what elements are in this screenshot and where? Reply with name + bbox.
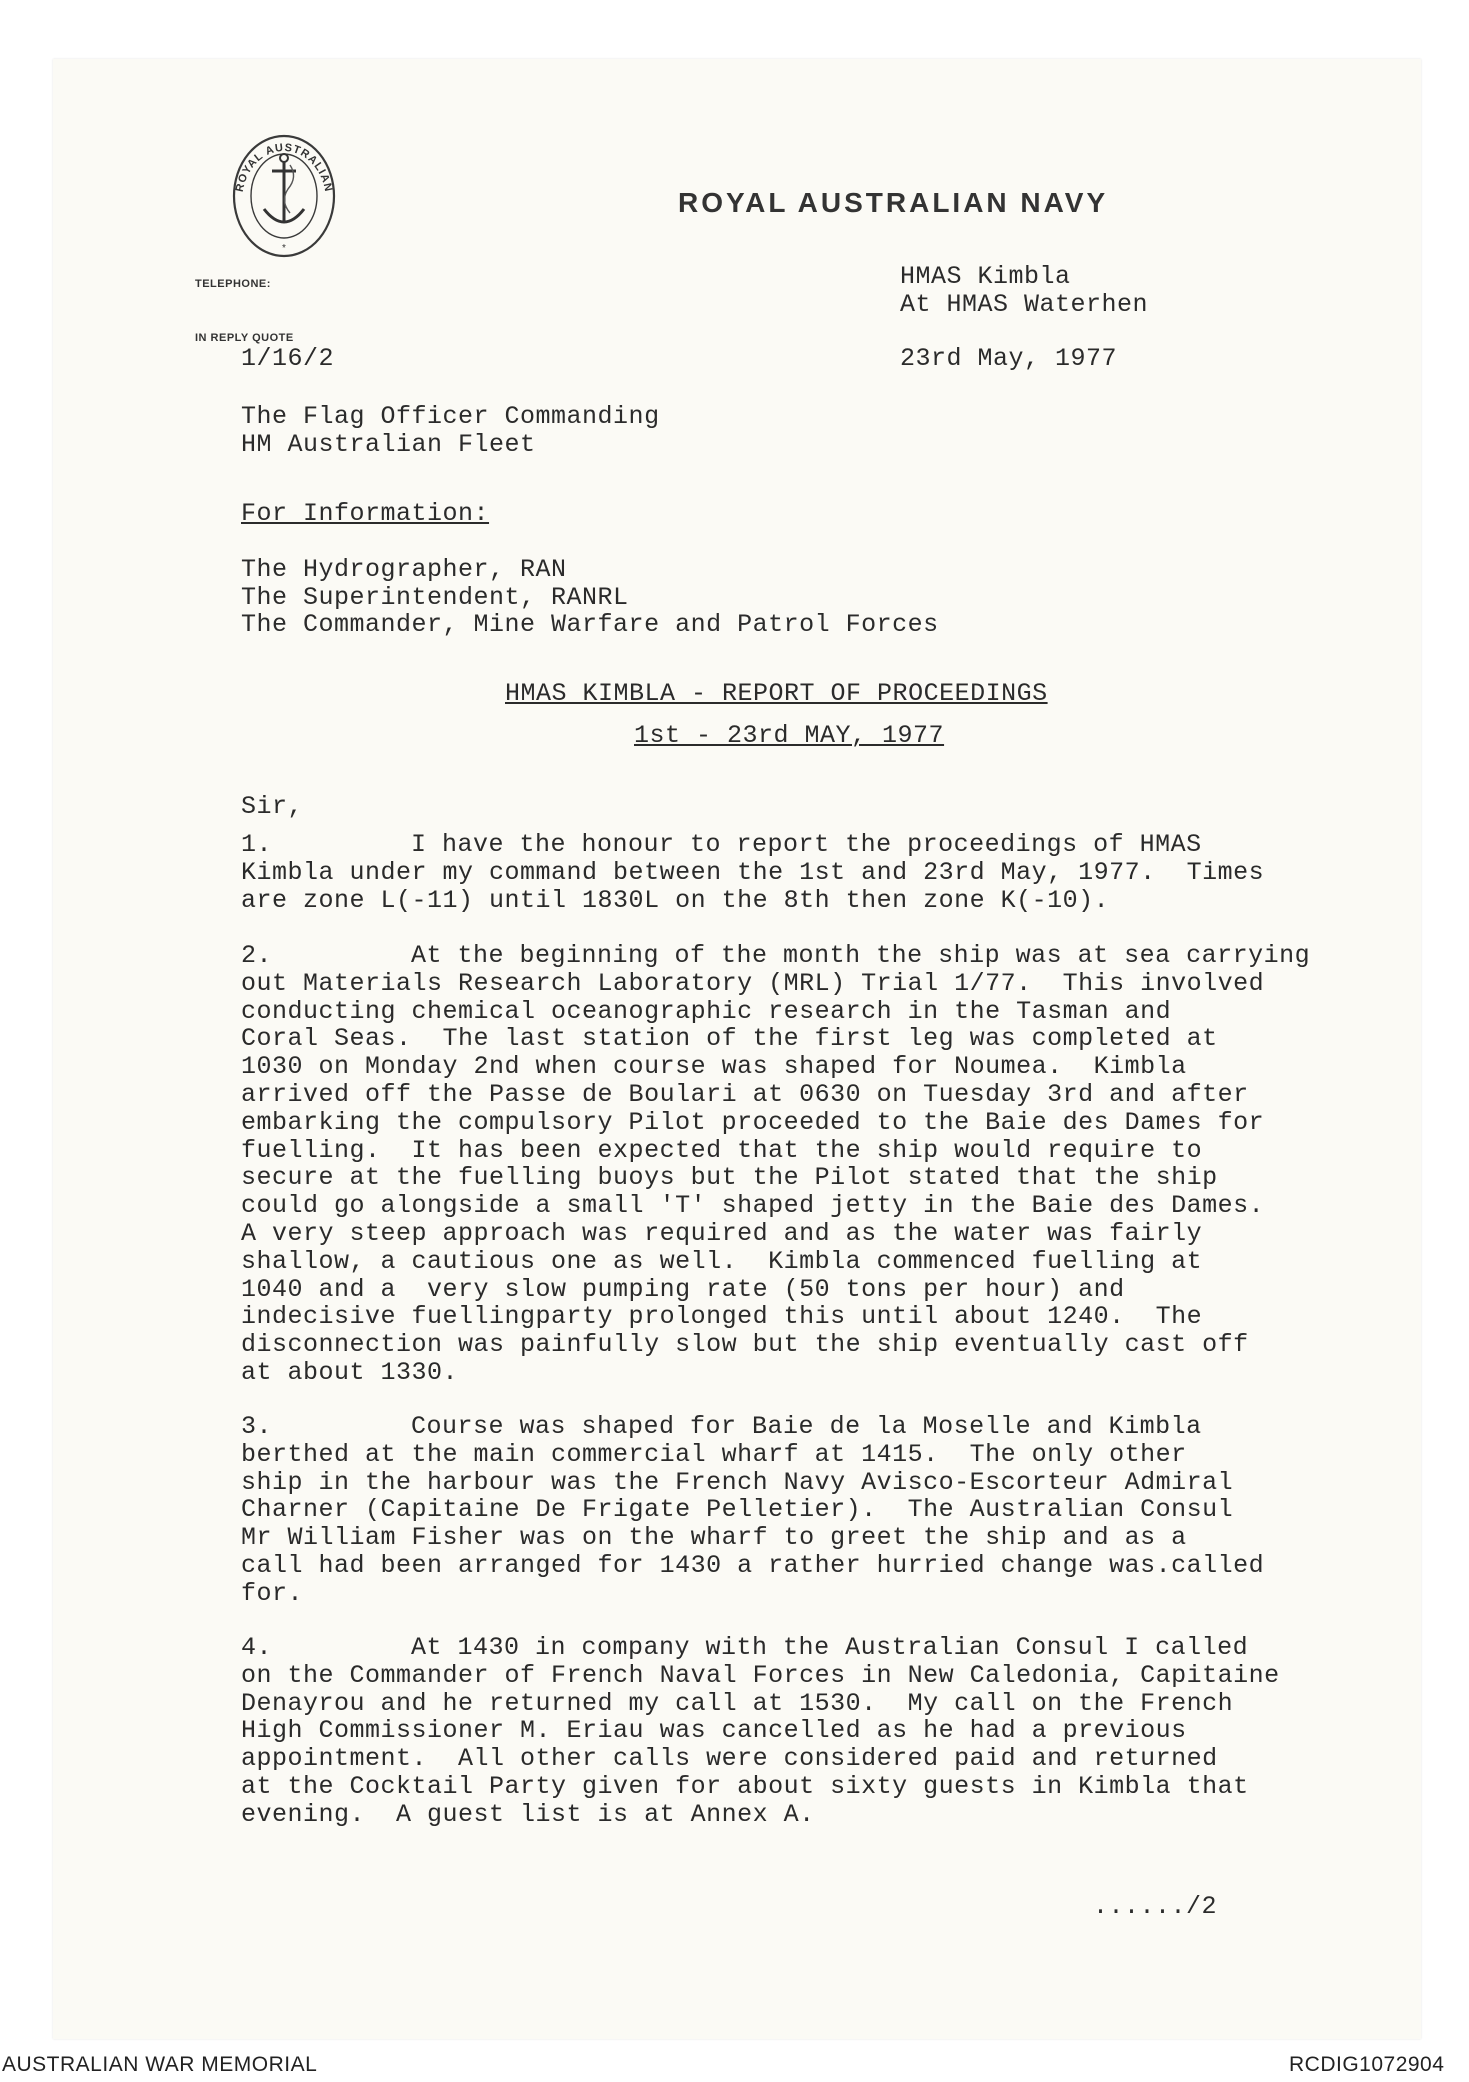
info-item: The Superintendent, RANRL — [241, 583, 629, 612]
svg-text:*: * — [282, 243, 286, 254]
addressee-line-2: HM Australian Fleet — [241, 430, 536, 459]
continuation-marker: ....../2 — [1093, 1892, 1218, 1921]
paragraph-4 — [241, 1634, 1361, 1829]
sender-line-2: At HMAS Waterhen — [900, 290, 1149, 319]
paragraph-number: 3. — [241, 1412, 273, 1441]
reply-reference: 1/16/2 — [241, 344, 335, 373]
paragraph-number: 1. — [241, 830, 273, 859]
paragraph-1 — [241, 831, 1361, 914]
salutation: Sir, — [241, 792, 304, 821]
footer-source: AUSTRALIAN WAR MEMORIAL — [2, 2053, 318, 2076]
addressee-line-1: The Flag Officer Commanding — [241, 402, 660, 431]
footer-record-id: RCDIG1072904 — [1289, 2053, 1445, 2076]
paragraph-text: Course was shaped for Baie de la Moselle and Kimbla berthed at the main commercial wharf at 1415. The only other ship in the harbour was the French Navy Avisco-Escorteur Admiral Charner (Capitaine De Frigate Pelletier). The Australian Consul Mr William Fisher was on the wharf to greet the ship and as a call had been arranged for 1430 a rather hurried change was.called for. — [241, 1412, 1265, 1608]
reply-quote-label: IN REPLY QUOTE — [195, 332, 294, 344]
paragraph-text: At the beginning of the month the ship was at sea carrying out Materials Research Laboratory (MRL) Trial 1/77. This involved conducting chemical oceanographic research in the Tasman and Coral Seas. The last station of the first leg was completed at 1030 on Monday 2nd when course was shaped for Noumea. Kimbla arrived off the Passe de Boulari at 0630 on Tuesday 3rd and after embarking the compulsory Pilot proceeded to the Baie des Dames for fuelling. It has been expected that the ship would require to secure at the fuelling buoys but the Pilot stated that the ship could go alongside a small 'T' shaped jetty in the Baie des Dames. A very steep approach was required and as the water was fairly shallow, a cautious one as well. Kimbla commenced fuelling at 1040 and a very slow pumping rate (50 tons per hour) and indecisive fuellingparty prolonged this until about 1240. The disconnection was painfully slow but the ship eventually cast off at about 1330. — [241, 941, 1311, 1387]
svg-text:ROYAL AUSTRALIAN: ROYAL AUSTRALIAN — [233, 141, 335, 194]
paragraph-text: At 1430 in company with the Australian Consul I called on the Commander of French Naval Forces in New Caledonia, Capitaine Denayrou and he returned my call at 1530. My call on the French High Commissioner M. Eriau was cancelled as he had a previous appointment. All other calls were considered paid and returned at the Cocktail Party given for about sixty guests in Kimbla that evening. A guest list is at Annex A. — [241, 1633, 1280, 1829]
subject-line-2: 1st - 23rd MAY, 1977 — [634, 721, 945, 750]
paragraph-number: 4. — [241, 1633, 273, 1662]
for-information-heading: For Information: — [241, 499, 490, 528]
info-item: The Hydrographer, RAN — [241, 555, 567, 584]
subject-line-1: HMAS KIMBLA - REPORT OF PROCEEDINGS — [505, 679, 1048, 708]
telephone-label: TELEPHONE: — [195, 278, 271, 290]
sender-line-1: HMAS Kimbla — [900, 262, 1071, 291]
paragraph-text: I have the honour to report the proceedings of HMAS Kimbla under my command between the 1st and 23rd May, 1977. Times are zone L(-11) until 1830L on the 8th then zone K(-10). — [241, 830, 1265, 915]
navy-seal-icon — [228, 131, 340, 261]
paragraph-number: 2. — [241, 941, 273, 970]
paragraph-2 — [241, 942, 1361, 1387]
letter-date: 23rd May, 1977 — [900, 344, 1118, 373]
info-item: The Commander, Mine Warfare and Patrol Forces — [241, 610, 939, 639]
letterhead-title: ROYAL AUSTRALIAN NAVY — [678, 187, 1109, 218]
paragraph-3 — [241, 1413, 1361, 1608]
